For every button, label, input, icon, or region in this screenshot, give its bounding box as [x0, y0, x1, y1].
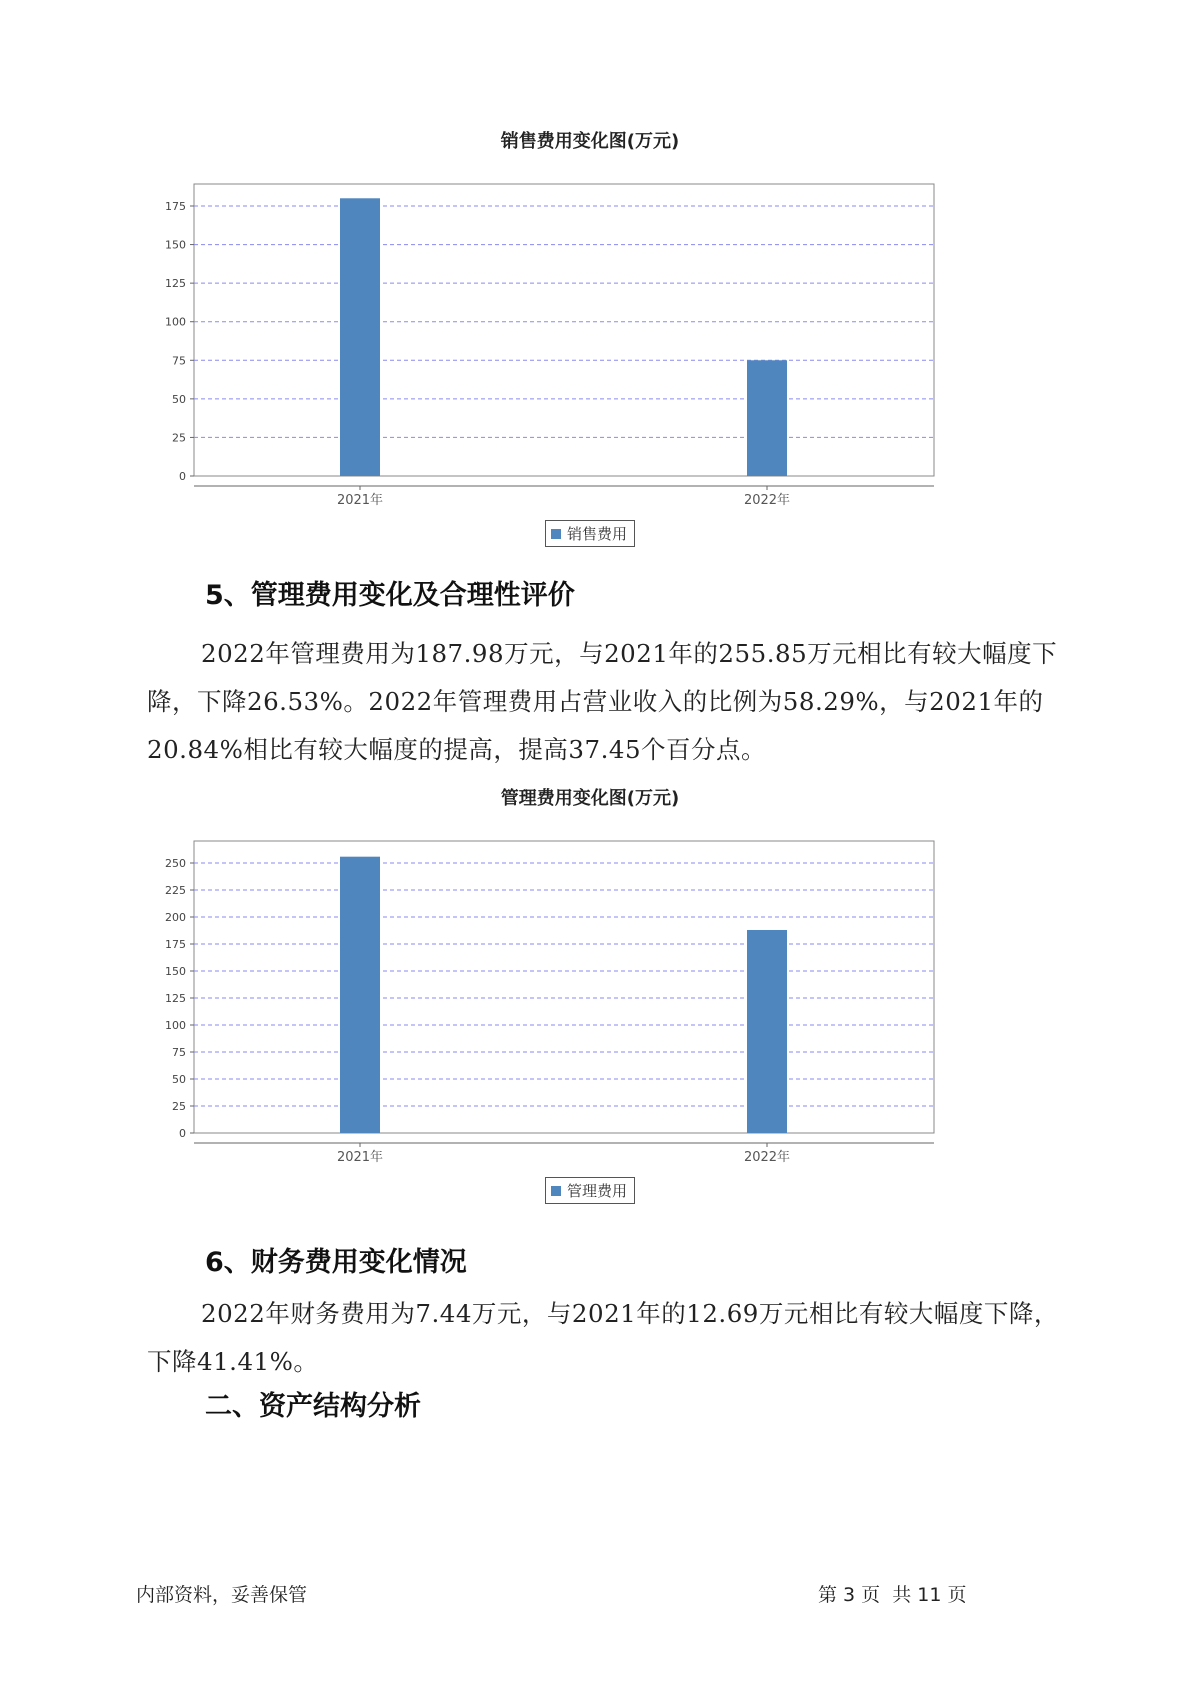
- x-tick-label: 2021年: [336, 1150, 384, 1165]
- y-tick-label: 0: [179, 1127, 186, 1140]
- legend-label: 管理费用: [566, 1182, 627, 1200]
- footer-confidential-note: 内部资料，妥善保管: [136, 1584, 308, 1606]
- plot-frame: [194, 184, 934, 476]
- chart-title: 管理费用变化图(万元): [500, 788, 680, 809]
- section-heading-asset-structure: 二、资产结构分析: [205, 1391, 421, 1422]
- plot-frame: [194, 841, 934, 1133]
- admin-expense-chart-svg: [160, 813, 1020, 1175]
- x-tick-label: 2022年: [743, 1150, 791, 1165]
- y-tick-label: 150: [165, 238, 186, 252]
- bar-2022年: [747, 930, 787, 1133]
- y-tick-label: 100: [165, 315, 186, 329]
- y-tick-label: 175: [165, 200, 186, 213]
- y-tick-label: 25: [172, 1100, 186, 1113]
- x-tick-label: 2021年: [336, 493, 384, 508]
- bar-2021年: [340, 198, 380, 476]
- legend-swatch: [551, 529, 561, 539]
- y-tick-label: 225: [165, 884, 186, 897]
- y-tick-label: 0: [179, 470, 186, 483]
- legend-swatch: [551, 1186, 561, 1196]
- y-tick-label: 125: [165, 277, 186, 291]
- legend-label: 销售费用: [566, 525, 627, 543]
- footer-page-number: 第 3 页 共 11 页: [818, 1584, 967, 1606]
- bar-2022年: [747, 360, 787, 476]
- y-tick-label: 175: [165, 938, 186, 951]
- bar-2021年: [340, 857, 380, 1133]
- paragraph-admin-expense: 2022年管理费用为187.98万元，与2021年的255.85万元相比有较大幅度下降，下降26.53%。2022年管理费用占营业收入的比例为58.29%，与2021年的20.84%相比有较大幅度的提高，提高37.45个百分点。: [147, 639, 1058, 764]
- chart-legend: [545, 1177, 635, 1204]
- y-tick-label: 200: [165, 911, 186, 924]
- y-tick-label: 250: [165, 857, 186, 870]
- y-tick-label: 50: [172, 1073, 186, 1086]
- y-tick-label: 100: [165, 1019, 186, 1032]
- section-heading-admin-expense: 5、管理费用变化及合理性评价: [205, 580, 575, 611]
- y-tick-label: 75: [172, 1046, 186, 1059]
- section-heading-finance-expense: 6、财务费用变化情况: [205, 1247, 467, 1278]
- y-tick-label: 50: [172, 392, 186, 406]
- admin-expense-chart: [160, 785, 1020, 1204]
- sales-expense-chart: [160, 128, 1020, 547]
- sales-expense-chart-svg: [160, 156, 1020, 518]
- chart-legend: [545, 520, 635, 547]
- y-tick-label: 25: [172, 431, 186, 445]
- paragraph-finance-expense: 2022年财务费用为7.44万元，与2021年的12.69万元相比有较大幅度下降，下降41.41%。: [147, 1299, 1059, 1376]
- x-tick-label: 2022年: [743, 493, 791, 508]
- y-tick-label: 150: [165, 965, 186, 978]
- chart-title: 销售费用变化图(万元): [500, 131, 680, 152]
- y-tick-label: 125: [165, 992, 186, 1005]
- y-tick-label: 75: [172, 354, 186, 368]
